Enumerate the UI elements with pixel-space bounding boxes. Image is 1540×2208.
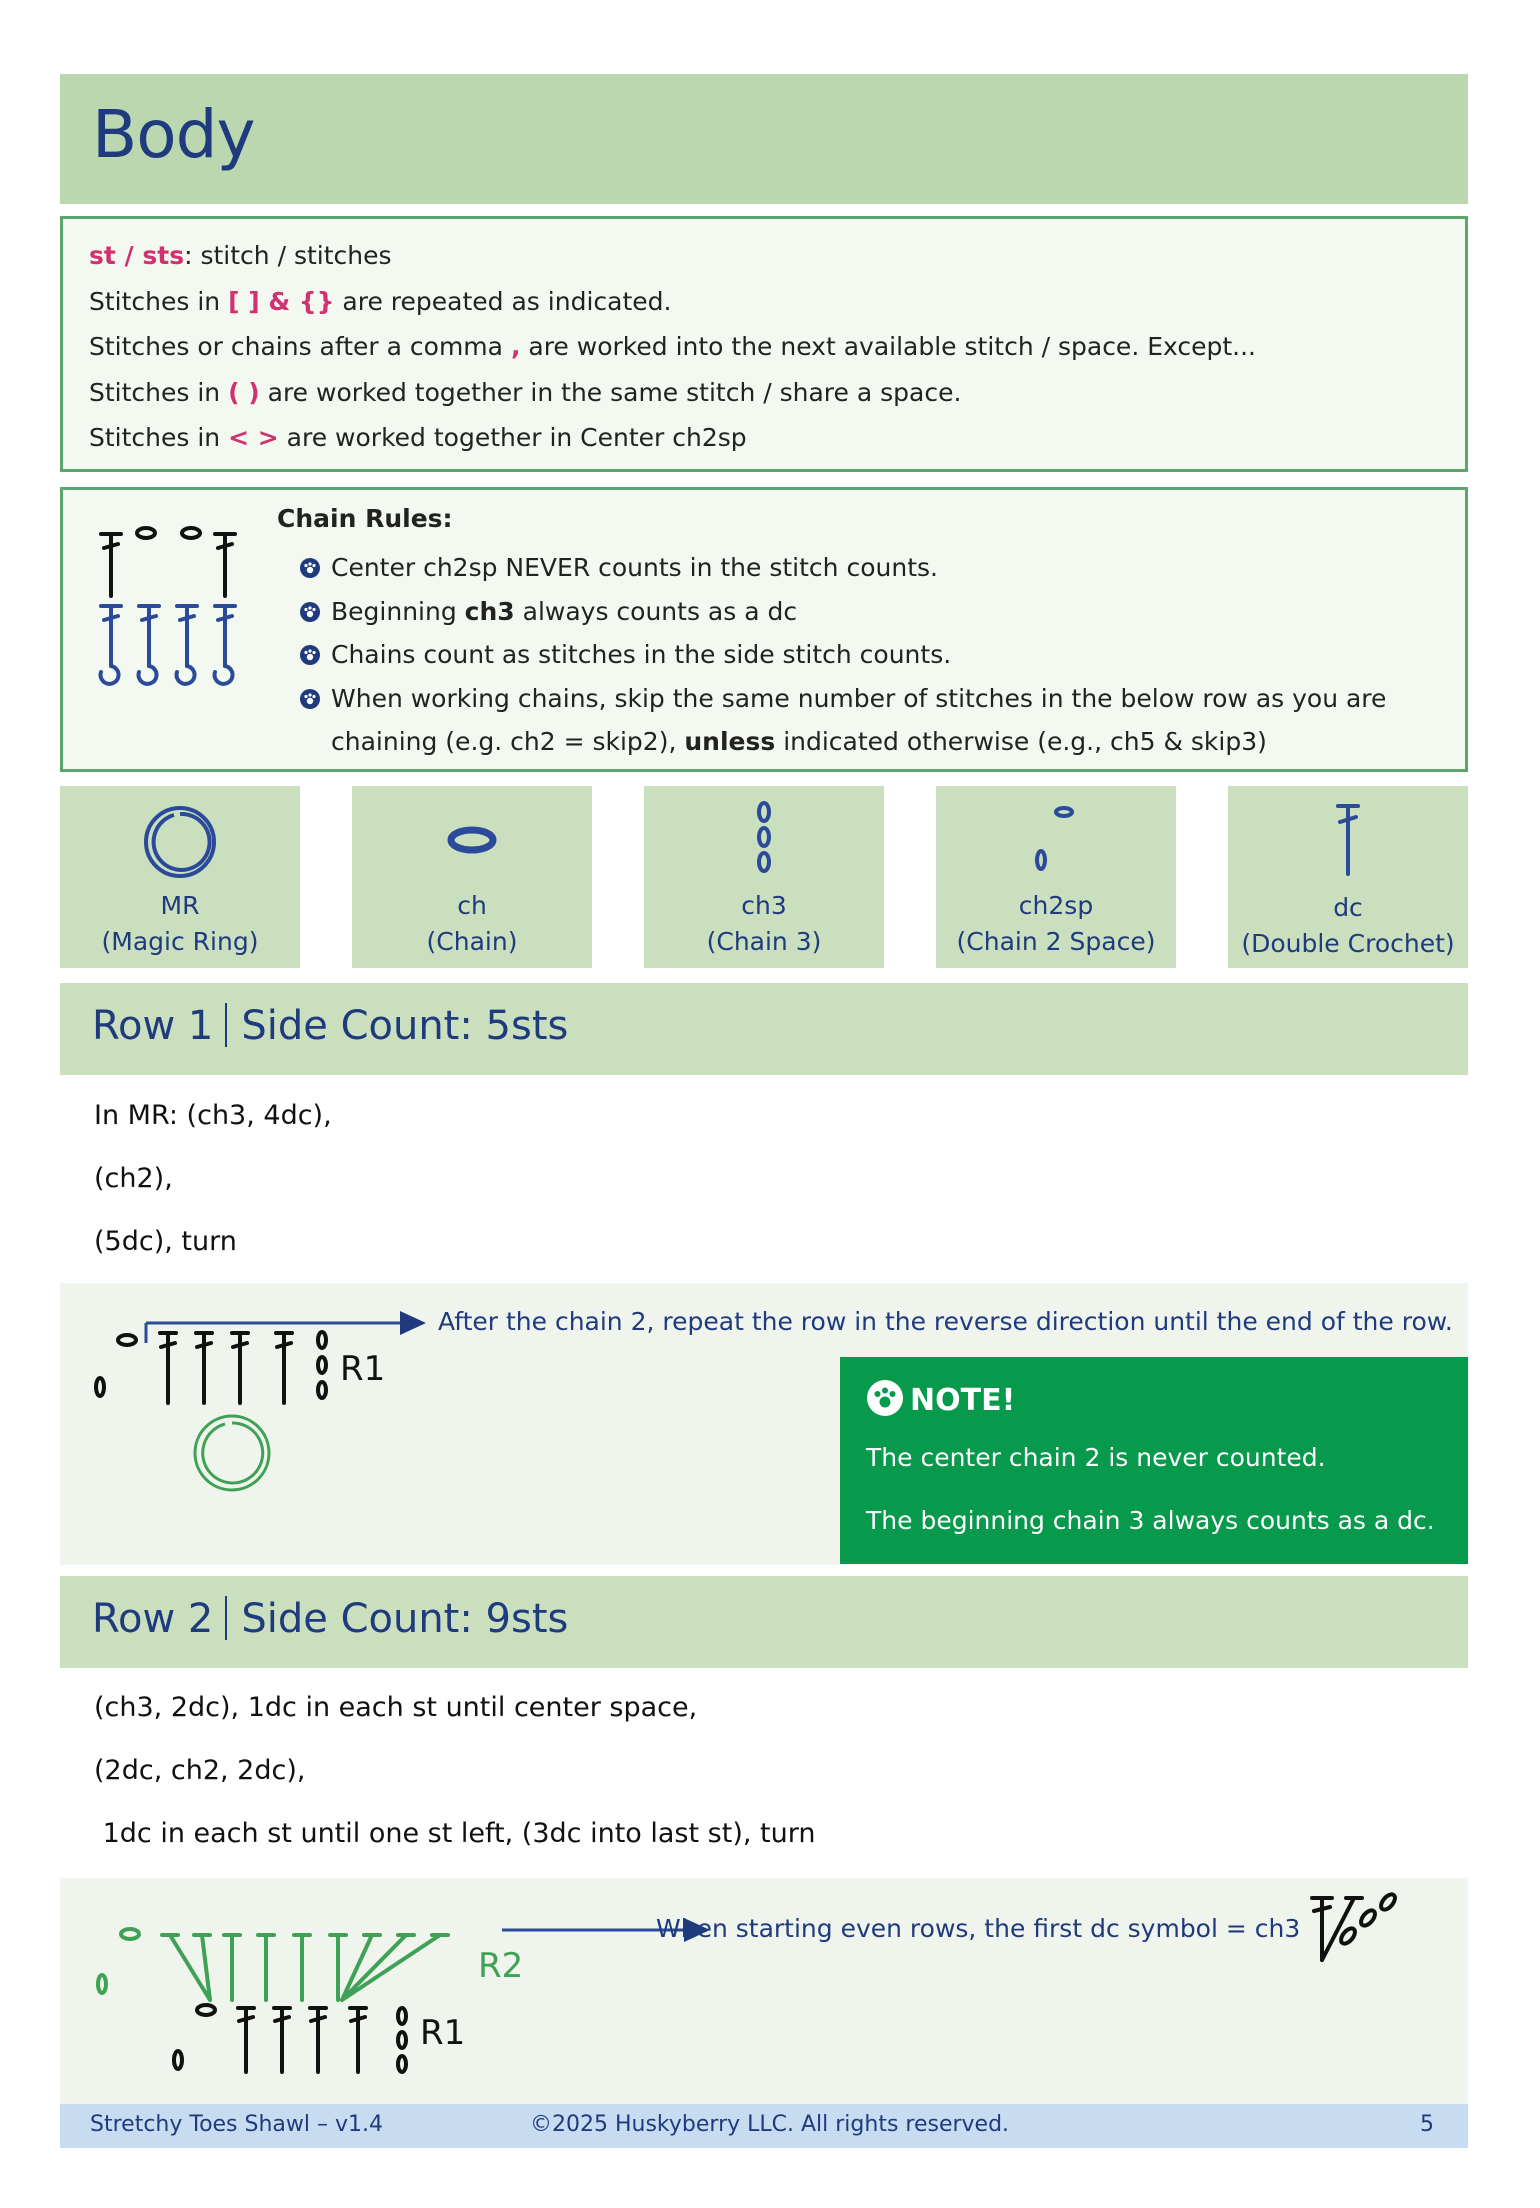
row-2-arrow-note: When starting even rows, the first dc symbol = ch3 (656, 1914, 1301, 1943)
row-2-instruction: 1dc in each st until one st left, (3dc into last st), turn (94, 1818, 816, 1849)
legend-abbr: st / sts (89, 241, 185, 270)
chain-rules-diagram-icon (83, 520, 253, 760)
row-title (92, 1003, 568, 1050)
paw-icon (866, 1379, 904, 1417)
row-1-instruction: (ch2), (94, 1163, 173, 1194)
row-label-r2: R2 (478, 1946, 524, 1986)
list-item (299, 677, 1449, 721)
list-item (299, 633, 1449, 677)
symbol-tile-mr (60, 786, 300, 968)
chain-rules-title: Chain Rules: (277, 504, 453, 533)
note-text: The center chain 2 is never counted. (866, 1443, 1326, 1472)
divider (225, 1596, 227, 1640)
abbreviation-legend (60, 216, 1468, 472)
rule-text: indicated otherwise (e.g., ch5 & skip3) (775, 727, 1267, 756)
row-2-header (60, 1576, 1468, 1668)
legend-line (89, 370, 1439, 416)
row-label: Row 2 (92, 1596, 214, 1642)
row-1-header (60, 983, 1468, 1075)
symbol-tile-dc (1228, 786, 1468, 968)
legend-text: : stitch / stitches (184, 241, 392, 270)
list-item (299, 590, 1449, 634)
ch3-equals-dc-icon (1312, 1892, 1398, 1960)
legend-text: are worked together in the same stitch / share a space. (259, 377, 962, 407)
row-1-instruction: (5dc), turn (94, 1226, 237, 1257)
title-bar (60, 74, 1468, 204)
symbol-name: (Chain 2 Space) (956, 927, 1156, 956)
rule-text: Center ch2sp NEVER counts in the stitch counts. (331, 553, 938, 582)
row-label-r1: R1 (420, 2013, 466, 2053)
legend-text: are worked together in Center ch2sp (278, 423, 747, 452)
rule-bold: unless (684, 727, 776, 756)
rule-text: Beginning (331, 596, 465, 626)
rule-text: When working chains, skip the same number of stitches in the below row as you are (331, 683, 1387, 713)
symbol-name: (Chain 3) (706, 927, 822, 956)
legend-line (89, 415, 1439, 461)
legend-text: Stitches in (89, 377, 229, 407)
list-item-continuation (299, 720, 1449, 764)
legend-line (89, 279, 1439, 325)
footer-copyright: ©2025 Huskyberry LLC. All rights reserved. (530, 2112, 1010, 2137)
note-text: The beginning chain 3 always counts as a dc. (866, 1506, 1435, 1535)
symbol-abbr: dc (1333, 893, 1363, 922)
divider (225, 1003, 227, 1047)
rule-text: always counts as a dc (514, 596, 798, 626)
legend-text: are repeated as indicated. (334, 286, 672, 316)
paw-icon (299, 601, 321, 623)
legend-text: are worked into the next available stitch / space. Except... (520, 332, 1256, 361)
note-title-text: NOTE! (910, 1383, 1016, 1418)
symbol-tile-ch2sp (936, 786, 1176, 968)
legend-line (89, 233, 1439, 279)
note-title (910, 1383, 1015, 1418)
symbol-name: (Double Crochet) (1241, 929, 1455, 958)
symbol-abbr: ch2sp (1018, 891, 1094, 920)
symbol-tile-ch (352, 786, 592, 968)
legend-symbol: ( ) (228, 377, 260, 407)
paw-icon (299, 644, 321, 666)
arrow-icon (400, 1311, 426, 1335)
legend-symbol: [ ] & {} (228, 286, 335, 316)
symbol-tile-ch3 (644, 786, 884, 968)
footer-title: Stretchy Toes Shawl – v1.4 (90, 2112, 384, 2137)
legend-text: Stitches in (89, 286, 229, 316)
rule-bold: ch3 (464, 596, 515, 626)
footer (60, 2104, 1468, 2148)
side-count: Side Count: 9sts (241, 1596, 569, 1642)
symbol-abbr: MR (160, 891, 200, 920)
legend-symbol: , (510, 332, 521, 361)
paw-icon (299, 688, 321, 710)
legend-text: Stitches or chains after a comma (89, 332, 511, 361)
row-label-r1: R1 (340, 1349, 386, 1389)
symbol-name: (Magic Ring) (101, 927, 259, 956)
chain-rules-box (60, 487, 1468, 772)
note-box (840, 1357, 1468, 1564)
symbol-name: (Chain) (426, 927, 518, 956)
legend-line (89, 324, 1439, 370)
paw-icon (299, 557, 321, 579)
rule-text: chaining (e.g. ch2 = skip2), (331, 727, 685, 756)
chain-rules-list (299, 546, 1449, 764)
row-label: Row 1 (92, 1003, 214, 1049)
side-count: Side Count: 5sts (241, 1003, 569, 1049)
symbol-abbr: ch (457, 891, 487, 920)
symbol-abbr: ch3 (741, 891, 787, 920)
row-title (92, 1596, 568, 1643)
row-2-instruction: (ch3, 2dc), 1dc in each st until center space, (94, 1692, 698, 1723)
row-2-instruction: (2dc, ch2, 2dc), (94, 1755, 306, 1786)
row-1-instruction: In MR: (ch3, 4dc), (94, 1100, 332, 1131)
list-item (299, 546, 1449, 590)
legend-text: Stitches in (89, 423, 229, 452)
legend-symbol: < > (228, 423, 279, 452)
row-1-arrow-note: After the chain 2, repeat the row in the reverse direction until the end of the row. (438, 1307, 1453, 1336)
rule-text: Chains count as stitches in the side stitch counts. (331, 640, 952, 669)
row-2-chart-diagram (60, 1878, 1468, 2104)
row-2-diagram-panel (60, 1878, 1468, 2104)
page-title: Body (92, 96, 255, 173)
page-number: 5 (1420, 2112, 1434, 2137)
